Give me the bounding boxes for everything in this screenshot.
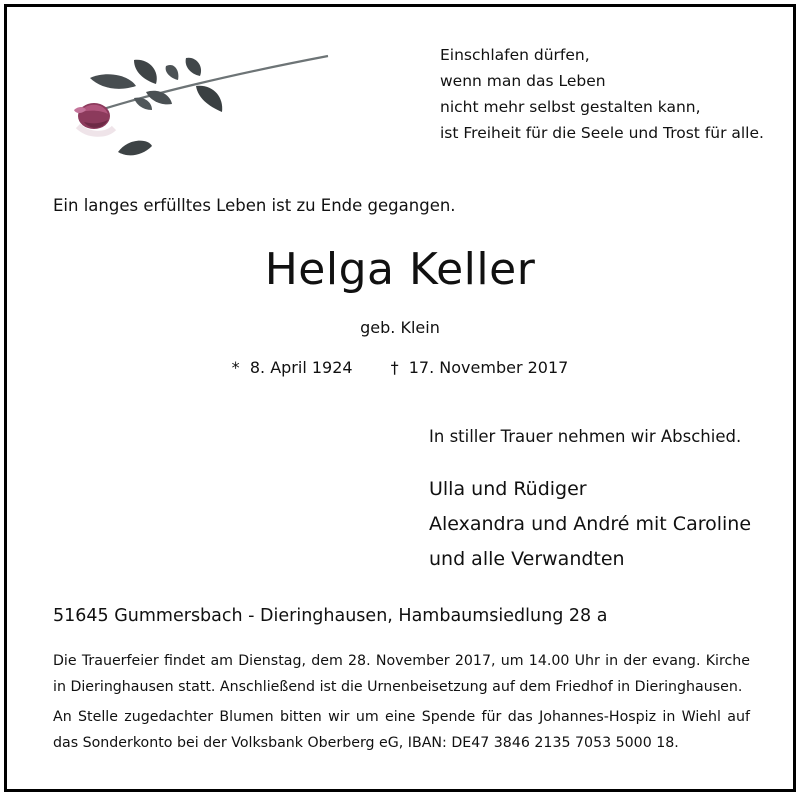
birth-date: 8. April 1924	[249, 358, 353, 377]
farewell-text: In stiller Trauer nehmen wir Abschied.	[429, 427, 742, 446]
address: 51645 Gummersbach - Dieringhausen, Hambaumsiedlung 28 a	[53, 606, 608, 626]
poem	[440, 42, 764, 146]
born-name: geb. Klein	[360, 318, 440, 337]
poem-line: wenn man das Leben	[440, 72, 606, 90]
funeral-info: Die Trauerfeier findet am Dienstag, dem 28. November 2017, um 14.00 Uhr in der evang. Kirche in Dieringhausen statt. Anschließend ist die Urnenbeisetzung auf dem Friedhof in Dieringhausen.	[53, 653, 750, 695]
mourner-line: und alle Verwandten	[429, 548, 625, 570]
death-symbol: †	[390, 358, 399, 377]
poem-line: Einschlafen dürfen,	[440, 46, 590, 64]
life-dates	[0, 358, 800, 377]
intro-text: Ein langes erfülltes Leben ist zu Ende gegangen.	[53, 196, 456, 215]
rose-illustration	[48, 40, 338, 170]
poem-line: ist Freiheit für die Seele und Trost für alle.	[440, 124, 764, 142]
deceased-name: Helga Keller	[264, 244, 536, 295]
mourners-list	[429, 472, 751, 577]
mourner-line: Alexandra und André mit Caroline	[429, 513, 752, 535]
poem-line: nicht mehr selbst gestalten kann,	[440, 98, 701, 116]
death-date: 17. November 2017	[408, 358, 569, 377]
mourner-line: Ulla und Rüdiger	[429, 478, 587, 500]
birth-symbol: *	[231, 358, 240, 377]
donation-info: An Stelle zugedachter Blumen bitten wir um eine Spende für das Johannes-Hospiz in Wiehl auf das Sonderkonto bei der Volksbank Oberberg eG, IBAN: DE47 3846 2135 7053 5000 18.	[53, 709, 750, 751]
